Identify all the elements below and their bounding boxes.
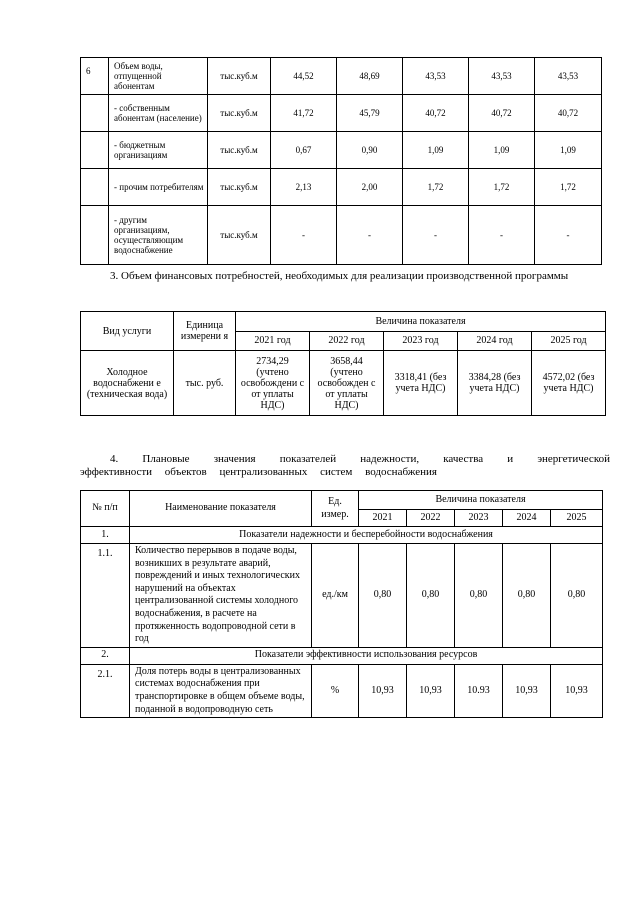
- row-name: - прочим потребителям: [109, 169, 208, 206]
- row-value: 48,69: [337, 58, 403, 95]
- year-header: 2025 год: [532, 331, 606, 351]
- table-row: [81, 664, 603, 717]
- row-value: 10,93: [407, 664, 455, 717]
- year-header: 2021: [359, 510, 407, 527]
- table-row: [81, 544, 603, 648]
- row-value: 3658,44 (учтено освобожден с от уплаты НДС): [310, 351, 384, 416]
- table-row: [81, 206, 602, 265]
- header-num: № п/п: [81, 491, 130, 527]
- year-header: 2023: [455, 510, 503, 527]
- row-unit: тыс.куб.м: [208, 95, 271, 132]
- row-value: 41,72: [271, 95, 337, 132]
- row-unit: тыс.куб.м: [208, 169, 271, 206]
- header-value: Величина показателя: [236, 312, 606, 332]
- header-name: Наименование показателя: [130, 491, 312, 527]
- row-value: -: [403, 206, 469, 265]
- row-unit: тыс. руб.: [174, 351, 236, 416]
- row-value: 4572,02 (без учета НДС): [532, 351, 606, 416]
- row-service: Холодное водоснабжени е (техническая вода): [81, 351, 174, 416]
- row-name: Доля потерь воды в централизованных системах водоснабжения при транспортировке в общем объеме воды, поданной в водопроводную сеть: [130, 664, 312, 717]
- row-name: Количество перерывов в подаче воды, возникших в результате аварий, повреждений и иных технологических нарушений на объектах централизованной системы холодного водоснабжения, в расчете на протяженность водопроводной сети в год: [130, 544, 312, 648]
- row-number: 1.1.: [81, 544, 130, 648]
- row-number: [81, 169, 109, 206]
- row-unit: тыс.куб.м: [208, 58, 271, 95]
- group-title: Показатели эффективности использования ресурсов: [130, 647, 603, 664]
- header-service: Вид услуги: [81, 312, 174, 351]
- row-value: 3384,28 (без учета НДС): [458, 351, 532, 416]
- row-value: 2734,29 (учтено освобождени с от уплаты НДС): [236, 351, 310, 416]
- row-value: 0,80: [407, 544, 455, 648]
- row-number: [81, 206, 109, 265]
- row-value: 43,53: [469, 58, 535, 95]
- row-value: 0,80: [503, 544, 551, 648]
- row-name: - бюджетным организациям: [109, 132, 208, 169]
- row-value: 1,09: [403, 132, 469, 169]
- header-unit: Ед. измер.: [312, 491, 359, 527]
- row-value: 0,80: [551, 544, 603, 648]
- row-value: 0,80: [359, 544, 407, 648]
- row-number: 2.1.: [81, 664, 130, 717]
- row-value: 10.93: [455, 664, 503, 717]
- row-unit: %: [312, 664, 359, 717]
- table-row: [81, 95, 602, 132]
- year-header: 2025: [551, 510, 603, 527]
- row-number: [81, 132, 109, 169]
- group-num: 2.: [81, 647, 130, 664]
- row-value: 0,67: [271, 132, 337, 169]
- year-header: 2024: [503, 510, 551, 527]
- row-value: 43,53: [535, 58, 602, 95]
- row-value: 0,90: [337, 132, 403, 169]
- row-unit: тыс.куб.м: [208, 206, 271, 265]
- row-name: - другим организациям, осуществляющим водоснабжение: [109, 206, 208, 265]
- row-number: 6: [81, 58, 109, 95]
- row-value: 40,72: [403, 95, 469, 132]
- indicators-table: [80, 490, 603, 718]
- row-value: 2,00: [337, 169, 403, 206]
- table-row: [81, 169, 602, 206]
- row-value: 1,09: [535, 132, 602, 169]
- row-value: 1,72: [403, 169, 469, 206]
- section-4-heading: 4. Плановые значения показателей надежности, качества и энергетической эффективности объектов централизованных систем водоснабжения: [80, 453, 610, 478]
- row-value: 43,53: [403, 58, 469, 95]
- year-header: 2022: [407, 510, 455, 527]
- header-value: Величина показателя: [359, 491, 603, 510]
- year-header: 2024 год: [458, 331, 532, 351]
- row-value: -: [337, 206, 403, 265]
- group-num: 1.: [81, 527, 130, 544]
- row-value: -: [535, 206, 602, 265]
- row-name: - собственным абонентам (население): [109, 95, 208, 132]
- row-value: -: [469, 206, 535, 265]
- row-value: 0,80: [455, 544, 503, 648]
- row-value: 1,09: [469, 132, 535, 169]
- row-value: 1,72: [469, 169, 535, 206]
- year-header: 2022 год: [310, 331, 384, 351]
- financial-needs-table: [80, 311, 606, 416]
- row-unit: тыс.куб.м: [208, 132, 271, 169]
- year-header: 2023 год: [384, 331, 458, 351]
- row-value: 3318,41 (без учета НДС): [384, 351, 458, 416]
- row-value: 10,93: [503, 664, 551, 717]
- row-value: 45,79: [337, 95, 403, 132]
- section-3-heading: 3. Объем финансовых потребностей, необходимых для реализации производственной программы: [110, 270, 569, 282]
- row-value: 10,93: [359, 664, 407, 717]
- row-number: [81, 95, 109, 132]
- table-row: [81, 132, 602, 169]
- table-row: [81, 58, 602, 95]
- group-title: Показатели надежности и бесперебойности водоснабжения: [130, 527, 603, 544]
- table-row: [81, 351, 606, 416]
- row-value: 10,93: [551, 664, 603, 717]
- water-volume-table: [80, 57, 602, 265]
- row-name: Объем воды, отпущенной абонентам: [109, 58, 208, 95]
- row-unit: ед./км: [312, 544, 359, 648]
- year-header: 2021 год: [236, 331, 310, 351]
- row-value: 40,72: [469, 95, 535, 132]
- row-value: 1,72: [535, 169, 602, 206]
- row-value: 2,13: [271, 169, 337, 206]
- row-value: 40,72: [535, 95, 602, 132]
- header-unit: Единица измерени я: [174, 312, 236, 351]
- row-value: -: [271, 206, 337, 265]
- row-value: 44,52: [271, 58, 337, 95]
